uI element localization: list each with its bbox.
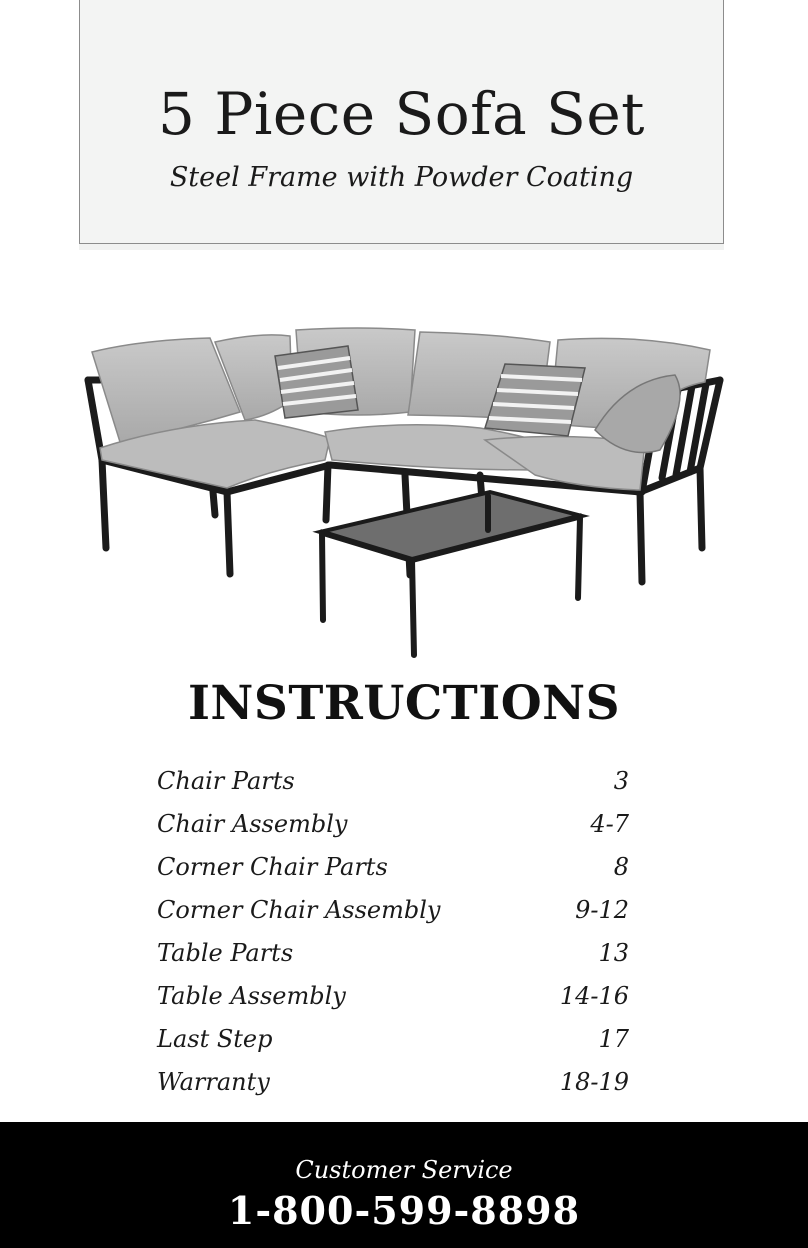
- toc-item-label: Table Assembly: [157, 981, 346, 1010]
- page-subtitle: Steel Frame with Powder Coating: [169, 162, 634, 193]
- toc-item-label: Chair Parts: [157, 766, 295, 795]
- toc-item: [157, 888, 629, 931]
- customer-service-phone: 1-800-599-8898: [227, 1188, 581, 1233]
- toc-item: [157, 931, 629, 974]
- toc-item-page: 17: [598, 1024, 629, 1053]
- toc-item-label: Corner Chair Assembly: [157, 895, 441, 924]
- toc-item-page: 18-19: [559, 1067, 629, 1096]
- toc-item: [157, 974, 629, 1017]
- toc-item: [157, 759, 629, 802]
- toc-item-page: 8: [613, 852, 629, 881]
- toc-item-page: 9-12: [575, 895, 629, 924]
- page-title: 5 Piece Sofa Set: [158, 80, 645, 148]
- table-of-contents: [157, 759, 629, 1103]
- customer-service-footer: [0, 1122, 808, 1248]
- toc-item-page: 3: [613, 766, 629, 795]
- toc-item-label: Warranty: [157, 1067, 270, 1096]
- toc-item-label: Table Parts: [157, 938, 294, 967]
- toc-item-page: 14-16: [559, 981, 629, 1010]
- header-box: [79, 0, 724, 244]
- toc-item: [157, 1060, 629, 1103]
- toc-item-page: 13: [598, 938, 629, 967]
- toc-item-label: Corner Chair Parts: [157, 852, 388, 881]
- toc-item: [157, 1017, 629, 1060]
- toc-item-label: Chair Assembly: [157, 809, 348, 838]
- customer-service-label: Customer Service: [295, 1156, 513, 1184]
- sofa-set-icon: [80, 320, 730, 665]
- toc-item: [157, 845, 629, 888]
- instructions-heading: INSTRUCTIONS: [187, 676, 621, 731]
- toc-item-page: 4-7: [590, 809, 629, 838]
- sofa-set-image: [80, 320, 730, 665]
- toc-item: [157, 802, 629, 845]
- toc-item-label: Last Step: [157, 1024, 273, 1053]
